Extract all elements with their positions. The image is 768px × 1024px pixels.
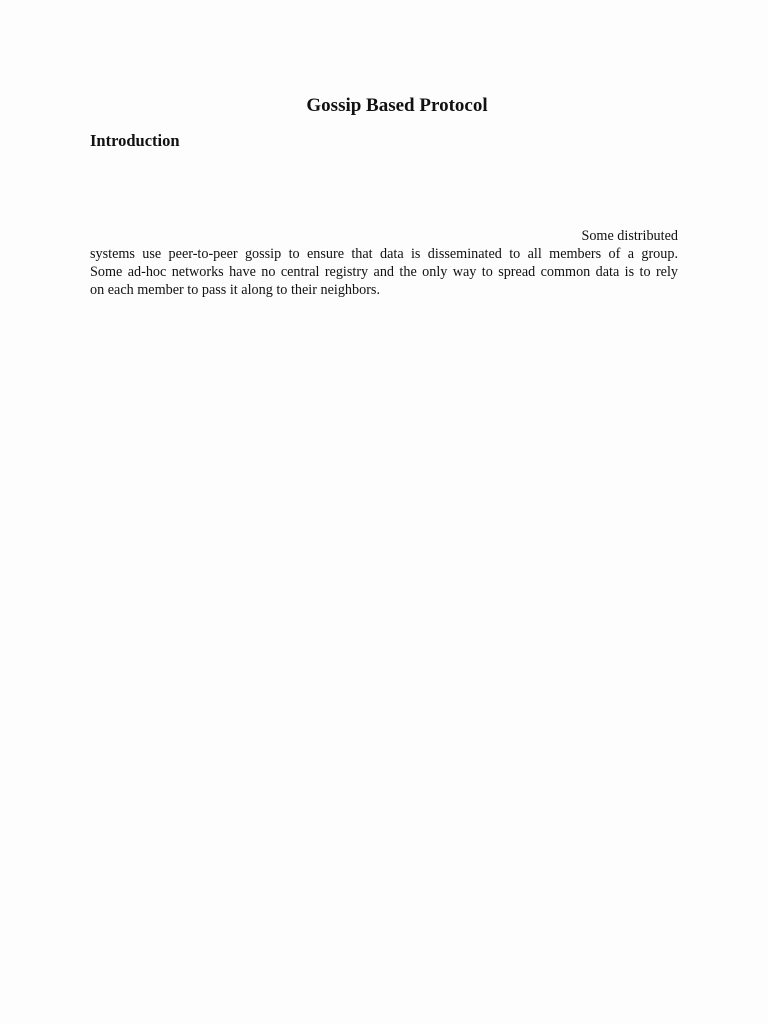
paragraph-line: Some ad-hoc networks have no central registry and the only way to spread common data is to rely [90, 264, 678, 280]
paragraph-line: systems use peer-to-peer gossip to ensure that data is disseminated to all members of a group. [90, 246, 678, 262]
introduction-paragraph [90, 227, 678, 299]
paragraph-line: on each member to pass it along to their neighbors. [90, 282, 380, 298]
section-heading-introduction: Introduction [90, 131, 180, 150]
document-title: Gossip Based Protocol [306, 95, 488, 116]
paragraph-line: Some distributed [581, 228, 678, 244]
